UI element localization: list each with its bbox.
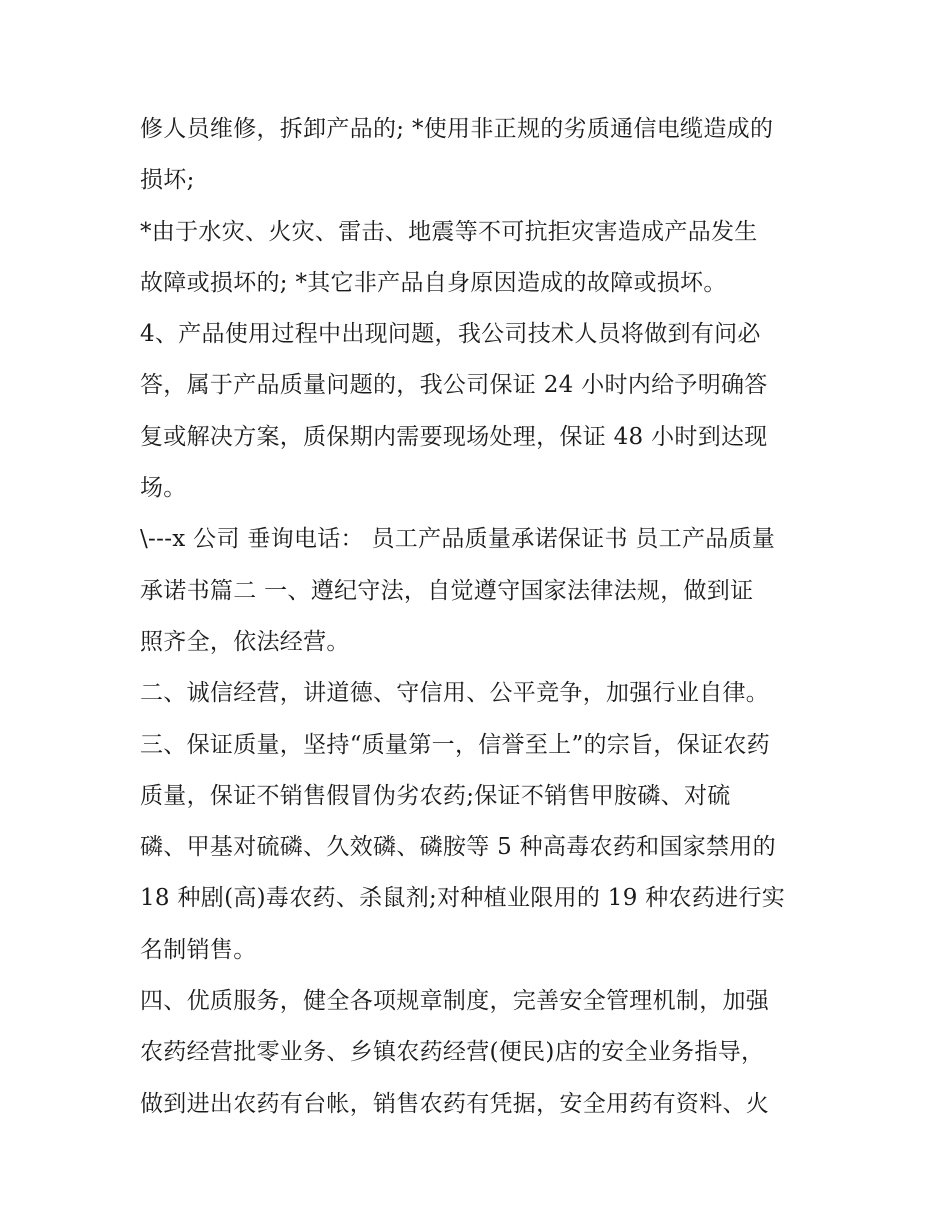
text-line: \---x 公司 垂询电话： 员工产品质量承诺保证书 员工产品质量	[140, 526, 776, 553]
text-line: 损坏;	[140, 167, 195, 194]
text-line: 场。	[140, 475, 187, 502]
text-line: 三、保证质量，坚持“质量第一，信誉至上”的宗旨，保证农药	[140, 731, 770, 758]
text-line: 18 种剧(高)毒农药、杀鼠剂;对种植业限用的 19 种农药进行实	[140, 885, 786, 912]
text-line: *由于水灾、火灾、雷击、地震等不可抗拒灾害造成产品发生	[140, 218, 758, 245]
text-line: 农药经营批零业务、乡镇农药经营(便民)店的安全业务指导，	[140, 1039, 765, 1066]
text-line: 四、优质服务，健全各项规章制度，完善安全管理机制，加强	[140, 988, 770, 1015]
text-line: 复或解决方案，质保期内需要现场处理，保证 48 小时到达现	[140, 423, 768, 450]
text-line: 4、产品使用过程中出现问题，我公司技术人员将做到有问必	[140, 321, 761, 348]
document-body	[140, 104, 820, 1130]
text-line: 磷、甲基对硫磷、久效磷、磷胺等 5 种高毒农药和国家禁用的	[140, 834, 776, 861]
text-line: 答，属于产品质量问题的，我公司保证 24 小时内给予明确答	[140, 372, 768, 399]
text-line: 照齐全，依法经营。	[140, 628, 350, 655]
text-line: 修人员维修，拆卸产品的; *使用非正规的劣质通信电缆造成的	[140, 116, 774, 142]
text-line: 故障或损坏的; *其它非产品自身原因造成的故障或损坏。	[140, 269, 727, 296]
text-line: 质量，保证不销售假冒伪劣农药;保证不销售甲胺磷、对硫	[140, 782, 731, 809]
text-line: 做到进出农药有台帐，销售农药有凭据，安全用药有资料、火	[140, 1090, 770, 1117]
text-line: 二、诚信经营，讲道德、守信用、公平竞争，加强行业自律。	[140, 680, 770, 707]
text-line: 承诺书篇二 一、遵纪守法，自觉遵守国家法律法规，做到证	[140, 577, 754, 604]
text-line: 名制销售。	[140, 936, 257, 963]
